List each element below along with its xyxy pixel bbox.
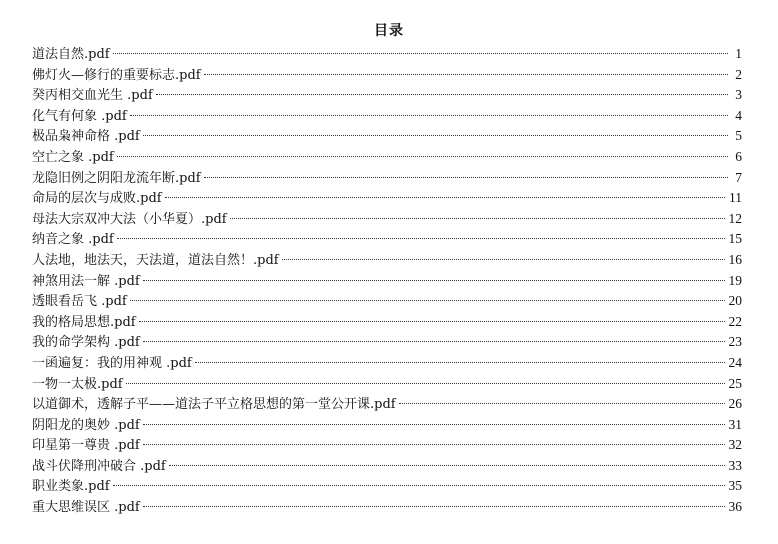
toc-entry-page-number: 22 xyxy=(728,313,742,329)
toc-entry-page-number: 36 xyxy=(728,499,742,515)
toc-entry-title: 纳音之象 .pdf xyxy=(32,232,114,248)
toc-entry-title: 以道御术，透解子平——道法子平立格思想的第一堂公开课.pdf xyxy=(32,397,396,413)
toc-entry[interactable] xyxy=(32,476,742,497)
toc-entry-page-number: 20 xyxy=(728,293,742,309)
toc-entry[interactable] xyxy=(32,250,742,271)
toc-entry-page-number: 6 xyxy=(735,148,742,164)
toc-entry-title: 一函遍复：我的用神观 .pdf xyxy=(32,355,192,371)
toc-entry-title: 龙隐旧例之阴阳龙流年断.pdf xyxy=(32,170,201,186)
toc-entry-title: 极品枭神命格 .pdf xyxy=(32,129,140,145)
toc-entry-title: 战斗伏降刑冲破合 .pdf xyxy=(32,458,166,474)
toc-entry-title: 一物一太极.pdf xyxy=(32,376,123,392)
toc-entry-page-number: 11 xyxy=(729,190,742,206)
toc-entry-title: 癸丙相交血光生 .pdf xyxy=(32,88,153,104)
toc-entry[interactable] xyxy=(32,497,742,518)
dot-leader xyxy=(126,383,725,384)
dot-leader xyxy=(204,177,728,178)
toc-entry-title: 职业类象.pdf xyxy=(32,479,110,495)
dot-leader xyxy=(117,156,728,157)
toc-entry[interactable] xyxy=(32,209,742,230)
toc-entry[interactable] xyxy=(32,65,742,86)
dot-leader xyxy=(143,506,725,507)
toc-entry-title: 透眼看岳飞 .pdf xyxy=(32,294,127,310)
toc-entry-page-number: 31 xyxy=(728,416,742,432)
toc-entry-page-number: 33 xyxy=(728,457,742,473)
toc-title: 目录 xyxy=(374,23,404,39)
dot-leader xyxy=(143,424,725,425)
dot-leader xyxy=(130,115,728,116)
toc-entry-page-number: 23 xyxy=(728,334,742,350)
toc-entry-page-number: 19 xyxy=(728,272,742,288)
toc-entry[interactable] xyxy=(32,126,742,147)
dot-leader xyxy=(399,403,725,404)
dot-leader xyxy=(143,280,725,281)
toc-entry-page-number: 5 xyxy=(735,128,742,144)
toc-entry[interactable] xyxy=(32,188,742,209)
toc-entry-page-number: 32 xyxy=(728,437,742,453)
toc-entry[interactable] xyxy=(32,291,742,312)
toc-entry-page-number: 24 xyxy=(728,354,742,370)
toc-entry[interactable] xyxy=(32,394,742,415)
toc-entry-page-number: 25 xyxy=(728,375,742,391)
dot-leader xyxy=(113,485,725,486)
dot-leader xyxy=(139,321,725,322)
toc-entry[interactable] xyxy=(32,312,742,333)
dot-leader xyxy=(143,135,728,136)
dot-leader xyxy=(130,300,725,301)
toc-entry[interactable] xyxy=(32,456,742,477)
toc-entry-title: 我的格局思想.pdf xyxy=(32,314,136,330)
toc-list xyxy=(32,44,742,518)
toc-entry-title: 空亡之象 .pdf xyxy=(32,149,114,165)
toc-entry-page-number: 26 xyxy=(728,396,742,412)
toc-entry[interactable] xyxy=(32,147,742,168)
toc-entry-title: 神煞用法一解 .pdf xyxy=(32,273,140,289)
dot-leader xyxy=(117,238,725,239)
toc-entry[interactable] xyxy=(32,106,742,127)
dot-leader xyxy=(156,94,728,95)
toc-entry-title: 道法自然.pdf xyxy=(32,47,110,62)
toc-entry[interactable] xyxy=(32,271,742,292)
dot-leader xyxy=(282,259,725,260)
toc-entry-title: 我的命学架构 .pdf xyxy=(32,335,140,351)
toc-entry-title: 母法大宗双冲大法（小华夏）.pdf xyxy=(32,211,227,227)
dot-leader xyxy=(230,218,725,219)
toc-entry-title: 重大思维误区 .pdf xyxy=(32,500,140,516)
toc-entry-title: 化气有何象 .pdf xyxy=(32,108,127,124)
toc-entry[interactable] xyxy=(32,229,742,250)
toc-entry[interactable] xyxy=(32,435,742,456)
toc-entry[interactable] xyxy=(32,332,742,353)
toc-entry-title: 命局的层次与成败.pdf xyxy=(32,191,162,207)
dot-leader xyxy=(113,53,728,54)
dot-leader xyxy=(204,74,728,75)
toc-entry-page-number: 35 xyxy=(728,478,742,494)
toc-entry[interactable] xyxy=(32,85,742,106)
dot-leader xyxy=(165,197,725,198)
toc-entry-page-number: 7 xyxy=(735,169,742,185)
toc-entry-page-number: 12 xyxy=(728,210,742,226)
toc-entry-page-number: 3 xyxy=(735,87,742,103)
dot-leader xyxy=(143,341,725,342)
toc-entry-page-number: 1 xyxy=(735,46,742,61)
toc-entry-title: 人法地，地法天，天法道，道法自然！.pdf xyxy=(32,252,279,268)
toc-entry[interactable] xyxy=(32,353,742,374)
dot-leader xyxy=(169,465,725,466)
toc-entry[interactable] xyxy=(32,415,742,436)
toc-entry-title: 佛灯火—修行的重要标志.pdf xyxy=(32,67,201,83)
toc-entry-page-number: 4 xyxy=(735,107,742,123)
toc-entry-page-number: 15 xyxy=(728,231,742,247)
toc-entry[interactable] xyxy=(32,44,742,65)
toc-entry-page-number: 16 xyxy=(728,251,742,267)
toc-entry[interactable] xyxy=(32,168,742,189)
toc-entry-page-number: 2 xyxy=(735,66,742,82)
toc-entry-title: 阴阳龙的奥妙 .pdf xyxy=(32,417,140,433)
toc-entry[interactable] xyxy=(32,374,742,395)
toc-entry-title: 印星第一尊贵 .pdf xyxy=(32,438,140,454)
dot-leader xyxy=(143,444,725,445)
dot-leader xyxy=(195,362,725,363)
